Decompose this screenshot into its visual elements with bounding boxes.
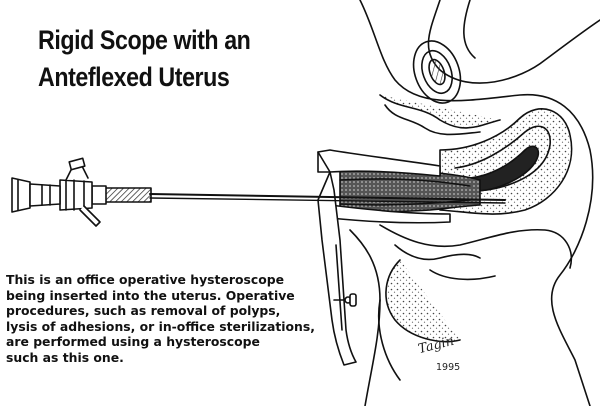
caption <box>6 272 315 366</box>
caption-line: being inserted into the uterus. Operative <box>6 287 295 303</box>
caption-line: lysis of adhesions, or in-office sterilizations, <box>6 318 315 334</box>
artist-year: 1995 <box>436 362 461 373</box>
caption-line: procedures, such as removal of polyps, <box>6 303 281 319</box>
caption-line: are performed using a hysteroscope <box>6 334 260 350</box>
artist-signature: Tagin <box>416 333 456 358</box>
diagram-title-line-2: Anteflexed Uterus <box>38 62 230 92</box>
caption-line: This is an office operative hysteroscope <box>6 272 284 287</box>
caption-line: such as this one. <box>6 349 124 365</box>
diagram-title-line-1: Rigid Scope with an <box>38 25 251 55</box>
